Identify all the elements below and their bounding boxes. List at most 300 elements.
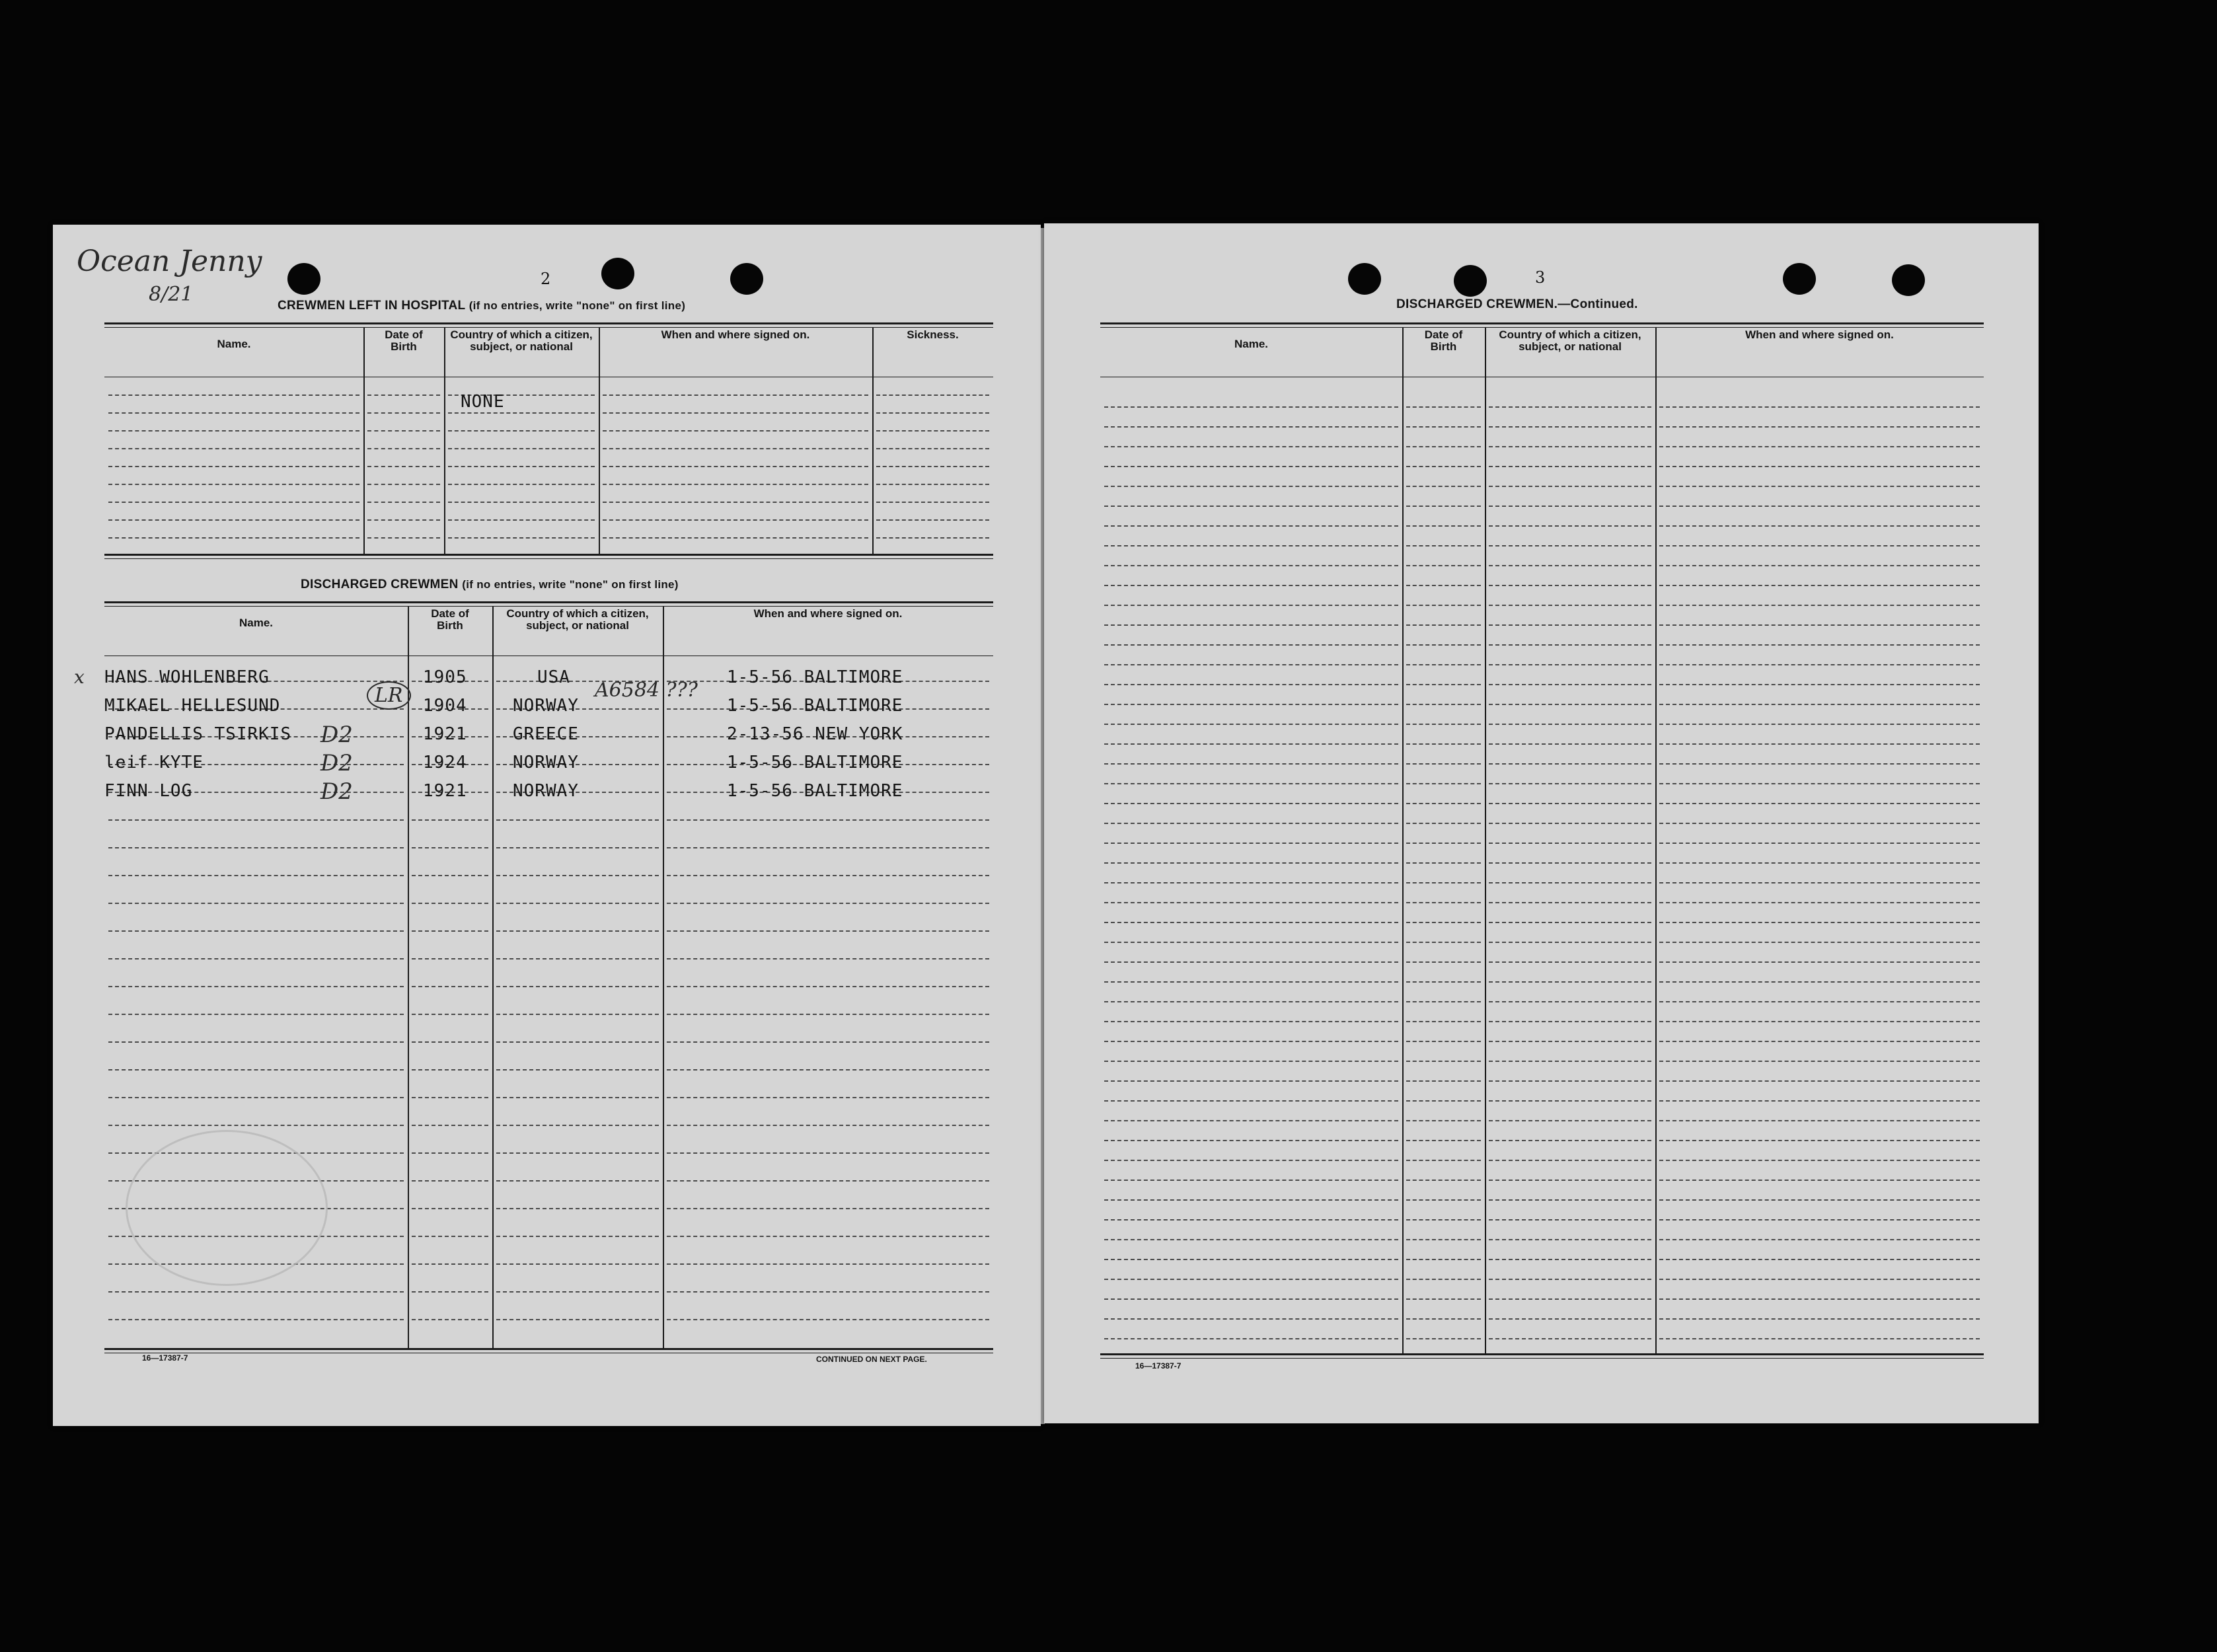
right-row-line [1489, 1041, 1651, 1042]
right-row-line [1104, 1021, 1398, 1022]
right-row-line [1104, 803, 1398, 804]
right-row-line [1659, 882, 1980, 883]
discharged-row-line [496, 847, 659, 848]
right-row-line [1406, 684, 1481, 685]
right-row-line [1406, 644, 1481, 646]
right-row-line [1489, 1021, 1651, 1022]
discharged-row-line [108, 1291, 404, 1293]
discharged-row-line [496, 1208, 659, 1209]
right-row-line [1489, 961, 1651, 963]
discharged-row-line [108, 903, 404, 904]
discharged-header-0: Name. [239, 617, 274, 629]
right-row-line [1659, 684, 1980, 685]
punch-hole [1348, 263, 1381, 295]
right-row-line [1489, 1140, 1651, 1141]
hospital-row-line [448, 537, 595, 539]
right-column-divider [1655, 328, 1657, 1353]
discharged-header-1: Date of Birth [431, 607, 469, 632]
hospital-row-line [108, 394, 359, 396]
right-row-line [1659, 1180, 1980, 1181]
discharged-row-line [496, 1319, 659, 1320]
right-row-line [1406, 525, 1481, 527]
discharged-row-line [496, 1069, 659, 1070]
hospital-row-line [108, 466, 359, 467]
discharged-row-line [496, 930, 659, 932]
right-row-line [1659, 1318, 1980, 1320]
right-bottom-rule-2 [1100, 1358, 1984, 1359]
right-row-line [1489, 743, 1651, 745]
crew-country: USA [537, 667, 570, 687]
hospital-row-line [448, 430, 595, 432]
hospital-row-line [603, 537, 868, 539]
hospital-row-line [603, 466, 868, 467]
right-row-line [1489, 843, 1651, 844]
right-row-line [1489, 446, 1651, 447]
discharged-row-line [412, 986, 488, 987]
discharged-row-line [667, 1041, 989, 1043]
right-row-line [1659, 981, 1980, 983]
right-row-line [1489, 1338, 1651, 1339]
right-row-line [1489, 763, 1651, 765]
right-row-line [1489, 1199, 1651, 1201]
discharged-row-line [412, 819, 488, 821]
right-section-title: DISCHARGED CREWMEN.—Continued. [1396, 297, 1638, 311]
right-row-line [1659, 506, 1980, 507]
hospital-row-line [367, 394, 440, 396]
discharged-column-divider [663, 607, 664, 1348]
hospital-row-line [108, 412, 359, 414]
right-row-line [1406, 1021, 1481, 1022]
discharged-row-line [667, 875, 989, 876]
crew-signed-on: 2-13-56 NEW YORK [727, 724, 903, 744]
discharged-row-line [108, 1041, 404, 1043]
right-row-line [1406, 922, 1481, 923]
handwritten-date: 8/21 [149, 283, 194, 306]
right-row-line [1489, 942, 1651, 943]
discharged-title-text: DISCHARGED CREWMEN [301, 578, 459, 591]
right-row-line [1406, 585, 1481, 586]
right-row-line [1489, 823, 1651, 824]
page-number: 2 [541, 270, 551, 288]
right-row-line [1489, 1120, 1651, 1121]
discharged-row-line [412, 1319, 488, 1320]
discharged-row-line [108, 930, 404, 932]
right-row-line [1406, 882, 1481, 883]
right-row-line [1659, 1199, 1980, 1201]
right-row-line [1104, 1199, 1398, 1201]
right-row-line [1489, 922, 1651, 923]
discharged-row-line [496, 1014, 659, 1015]
right-row-line [1489, 644, 1651, 646]
right-row-line [1406, 1180, 1481, 1181]
discharged-row-line [496, 1263, 659, 1265]
right-row-line [1406, 1259, 1481, 1260]
right-row-line [1104, 1120, 1398, 1121]
discharged-row-line [108, 986, 404, 987]
right-row-line [1489, 1100, 1651, 1102]
crew-signed-on: 1-5-56 BALTIMORE [727, 696, 903, 716]
right-row-line [1659, 605, 1980, 606]
hospital-row-line [603, 430, 868, 432]
right-row-line [1489, 1080, 1651, 1082]
right-row-line [1659, 704, 1980, 705]
crew-name: PANDELLIS TSIRKIS [104, 724, 292, 744]
discharged-row-line [108, 819, 404, 821]
right-row-line [1659, 783, 1980, 784]
hospital-section-title [278, 299, 685, 313]
right-row-line [1104, 902, 1398, 903]
right-row-line [1406, 763, 1481, 765]
right-row-line [1659, 922, 1980, 923]
right-row-line [1104, 1239, 1398, 1240]
right-row-line [1406, 664, 1481, 665]
crew-country: NORWAY [513, 781, 579, 801]
discharged-row-line [667, 1152, 989, 1154]
discharged-row-line [496, 1291, 659, 1293]
discharged-header-2: Country of which a citizen, subject, or national [506, 607, 649, 632]
crew-name: FINN LOG [104, 781, 193, 801]
right-row-line [1659, 486, 1980, 487]
crew-handwritten-note: LR [367, 681, 411, 710]
hospital-row-line [448, 519, 595, 521]
hospital-row-line [367, 502, 440, 503]
right-row-line [1659, 1100, 1980, 1102]
right-row-line [1104, 1298, 1398, 1300]
discharged-row-line [667, 1014, 989, 1015]
hospital-row-line [108, 448, 359, 449]
right-row-line [1489, 684, 1651, 685]
discharged-row-line [667, 1236, 989, 1237]
hospital-row-line [603, 519, 868, 521]
discharged-row-line [108, 1069, 404, 1070]
crew-birth-year: 1924 [423, 753, 467, 772]
right-row-line [1489, 406, 1651, 408]
right-row-line [1659, 1239, 1980, 1240]
right-row-line [1659, 1021, 1980, 1022]
right-row-line [1659, 585, 1980, 586]
crew-handwritten-number: A6584 ??? [595, 679, 698, 702]
right-row-line [1104, 1259, 1398, 1260]
discharged-row-line [108, 1319, 404, 1320]
discharged-row-line [667, 1069, 989, 1070]
hospital-row-line [367, 430, 440, 432]
discharged-row-line [667, 847, 989, 848]
right-row-line [1489, 506, 1651, 507]
discharged-top-rule [104, 601, 993, 603]
continued-note: CONTINUED ON NEXT PAGE. [816, 1355, 927, 1364]
right-row-line [1406, 1041, 1481, 1042]
right-top-rule [1100, 322, 1984, 324]
right-row-line [1406, 1338, 1481, 1339]
right-row-line [1406, 486, 1481, 487]
right-row-line [1104, 605, 1398, 606]
right-row-line [1659, 664, 1980, 665]
form-number: 16—17387-7 [1135, 1361, 1182, 1370]
right-row-line [1104, 704, 1398, 705]
hospital-column-divider [872, 328, 874, 554]
right-row-line [1659, 644, 1980, 646]
hospital-row-line [876, 394, 989, 396]
right-row-line [1406, 565, 1481, 566]
discharged-row-line [667, 1208, 989, 1209]
right-row-line [1489, 585, 1651, 586]
right-row-line [1659, 902, 1980, 903]
crew-name: HANS WOHLENBERG [104, 667, 270, 687]
discharged-column-divider [408, 607, 409, 1348]
right-row-line [1406, 1100, 1481, 1102]
right-row-line [1659, 1259, 1980, 1260]
crew-country: NORWAY [513, 696, 579, 716]
discharged-row-line [496, 1236, 659, 1237]
right-row-line [1489, 426, 1651, 428]
right-row-line [1104, 862, 1398, 864]
right-row-line [1489, 724, 1651, 725]
right-row-line [1104, 565, 1398, 566]
discharged-instruction: (if no entries, write "none" on first line) [462, 578, 679, 591]
hospital-instruction: (if no entries, write "none" on first line) [469, 299, 686, 312]
hospital-row-line [876, 502, 989, 503]
right-row-line [1104, 506, 1398, 507]
crew-birth-year: 1921 [423, 781, 467, 801]
discharged-bottom-rule [104, 1348, 993, 1350]
discharged-row-line [667, 930, 989, 932]
right-top-rule-2 [1100, 327, 1984, 328]
crew-signed-on: 1-5-56 BALTIMORE [727, 753, 903, 772]
right-row-line [1659, 1160, 1980, 1161]
right-row-line [1406, 783, 1481, 784]
right-row-line [1489, 1001, 1651, 1002]
discharged-row-line [412, 1291, 488, 1293]
discharged-row-line [412, 930, 488, 932]
right-row-line [1406, 545, 1481, 546]
right-row-line [1104, 981, 1398, 983]
right-row-line [1406, 506, 1481, 507]
hospital-row-line [603, 412, 868, 414]
right-row-line [1659, 565, 1980, 566]
crew-signed-on: 1-5-56 BALTIMORE [727, 667, 903, 687]
discharged-row-line [667, 1291, 989, 1293]
crew-signed-on: 1-5-56 BALTIMORE [727, 781, 903, 801]
right-column-divider [1402, 328, 1404, 1353]
hospital-header-0: Name. [217, 338, 251, 350]
hospital-row-line [367, 412, 440, 414]
right-column-divider [1485, 328, 1486, 1353]
discharged-row-line [496, 1041, 659, 1043]
right-row-line [1659, 446, 1980, 447]
right-row-line [1406, 426, 1481, 428]
discharged-row-line [667, 1263, 989, 1265]
right-row-line [1104, 525, 1398, 527]
right-row-line [1406, 624, 1481, 626]
right-row-line [1104, 684, 1398, 685]
right-row-line [1104, 1100, 1398, 1102]
right-row-line [1489, 1180, 1651, 1181]
crew-birth-year: 1905 [423, 667, 467, 687]
right-row-line [1659, 1061, 1980, 1062]
hospital-row-line [876, 448, 989, 449]
right-row-line [1104, 882, 1398, 883]
right-row-line [1659, 823, 1980, 824]
right-row-line [1489, 605, 1651, 606]
right-row-line [1104, 1279, 1398, 1280]
right-row-line [1489, 882, 1651, 883]
page-number: 3 [1535, 268, 1546, 287]
punch-hole [730, 263, 763, 295]
hospital-row-line [448, 466, 595, 467]
punch-hole [1454, 265, 1487, 297]
hospital-row-line [603, 448, 868, 449]
right-row-line [1104, 486, 1398, 487]
discharged-row-line [412, 1069, 488, 1070]
right-row-line [1104, 1061, 1398, 1062]
hospital-row-line [876, 484, 989, 485]
right-row-line [1659, 763, 1980, 765]
right-row-line [1659, 1219, 1980, 1220]
discharged-row-line [412, 1208, 488, 1209]
right-row-line [1659, 803, 1980, 804]
hospital-row-line [603, 484, 868, 485]
right-row-line [1104, 961, 1398, 963]
right-row-line [1489, 545, 1651, 546]
discharged-row-line [108, 1014, 404, 1015]
right-row-line [1406, 1080, 1481, 1082]
crew-check-mark: x [74, 666, 85, 688]
right-row-line [1406, 743, 1481, 745]
right-row-line [1406, 1318, 1481, 1320]
crew-name: MIKAEL HELLESUND [104, 696, 281, 716]
discharged-row-line [667, 1319, 989, 1320]
right-row-line [1659, 961, 1980, 963]
right-row-line [1104, 783, 1398, 784]
crew-birth-year: 1921 [423, 724, 467, 744]
discharged-row-line [412, 1097, 488, 1098]
discharged-header-3: When and where signed on. [753, 607, 903, 620]
discharged-row-line [496, 1097, 659, 1098]
hospital-bottom-rule-2 [104, 558, 993, 559]
right-row-line [1406, 1239, 1481, 1240]
right-row-line [1489, 1279, 1651, 1280]
right-row-line [1104, 624, 1398, 626]
hospital-row-line [876, 537, 989, 539]
discharged-row-line [667, 986, 989, 987]
hospital-header-3: When and where signed on. [661, 328, 810, 341]
right-row-line [1489, 1160, 1651, 1161]
discharged-row-line [108, 1125, 404, 1126]
hospital-row-line [448, 412, 595, 414]
discharged-row-line [108, 875, 404, 876]
hospital-row-line [367, 466, 440, 467]
right-row-line [1489, 803, 1651, 804]
discharged-row-line [412, 1125, 488, 1126]
hospital-title-text: CREWMEN LEFT IN HOSPITAL [278, 299, 466, 313]
hospital-row-line [876, 466, 989, 467]
right-row-line [1489, 1259, 1651, 1260]
discharged-row-line [496, 903, 659, 904]
right-row-line [1659, 862, 1980, 864]
right-row-line [1104, 545, 1398, 546]
right-row-line [1489, 664, 1651, 665]
discharged-row-line [667, 819, 989, 821]
discharged-row-line [412, 1180, 488, 1182]
discharged-row-line [667, 958, 989, 959]
right-row-line [1406, 981, 1481, 983]
punch-hole [1892, 264, 1925, 296]
discharged-row-line [667, 1125, 989, 1126]
right-row-line [1659, 426, 1980, 428]
right-row-line [1406, 1298, 1481, 1300]
right-header-1: Date of Birth [1424, 328, 1463, 353]
punch-hole [1783, 263, 1816, 295]
right-header-2: Country of which a citizen, subject, or national [1499, 328, 1641, 353]
handwritten-ship-name: Ocean Jenny [77, 244, 262, 278]
right-row-line [1489, 902, 1651, 903]
hospital-top-rule [104, 322, 993, 324]
right-row-line [1489, 862, 1651, 864]
discharged-top-rule-2 [104, 606, 993, 607]
discharged-row-line [496, 958, 659, 959]
discharged-row-line [108, 1097, 404, 1098]
hospital-column-divider [444, 328, 445, 554]
right-row-line [1406, 1160, 1481, 1161]
right-row-line [1104, 942, 1398, 943]
hospital-header-1: Date of Birth [385, 328, 423, 353]
right-row-line [1406, 406, 1481, 408]
right-row-line [1406, 1061, 1481, 1062]
hospital-column-divider [599, 328, 600, 554]
right-row-line [1659, 1120, 1980, 1121]
hospital-row-line [603, 502, 868, 503]
hospital-row-line [367, 448, 440, 449]
right-row-line [1406, 446, 1481, 447]
discharged-row-line [412, 1263, 488, 1265]
right-row-line [1104, 466, 1398, 467]
crew-name: leif KYTE [104, 753, 204, 772]
right-row-line [1406, 1279, 1481, 1280]
right-row-line [1104, 1080, 1398, 1082]
right-row-line [1104, 585, 1398, 586]
right-row-line [1406, 724, 1481, 725]
right-row-line [1104, 446, 1398, 447]
right-row-line [1406, 803, 1481, 804]
hospital-row-line [367, 519, 440, 521]
right-row-line [1659, 1041, 1980, 1042]
right-row-line [1406, 1001, 1481, 1002]
right-row-line [1406, 1199, 1481, 1201]
hospital-row-line [108, 430, 359, 432]
right-page [1044, 223, 2039, 1423]
hospital-row-line [876, 430, 989, 432]
hospital-row-line [448, 484, 595, 485]
right-row-line [1104, 664, 1398, 665]
crew-country: NORWAY [513, 753, 579, 772]
right-header-3: When and where signed on. [1745, 328, 1894, 341]
hospital-column-divider [363, 328, 365, 554]
hospital-row-line [448, 502, 595, 503]
left-page [53, 225, 1041, 1426]
discharged-row-line [412, 1014, 488, 1015]
discharged-row-line [108, 958, 404, 959]
right-row-line [1104, 1219, 1398, 1220]
hospital-row-line [876, 412, 989, 414]
right-row-line [1489, 704, 1651, 705]
right-row-line [1406, 823, 1481, 824]
discharged-row-line [412, 958, 488, 959]
right-row-line [1659, 843, 1980, 844]
right-row-line [1659, 624, 1980, 626]
right-row-line [1489, 1061, 1651, 1062]
punch-hole [601, 258, 634, 289]
discharged-row-line [412, 903, 488, 904]
